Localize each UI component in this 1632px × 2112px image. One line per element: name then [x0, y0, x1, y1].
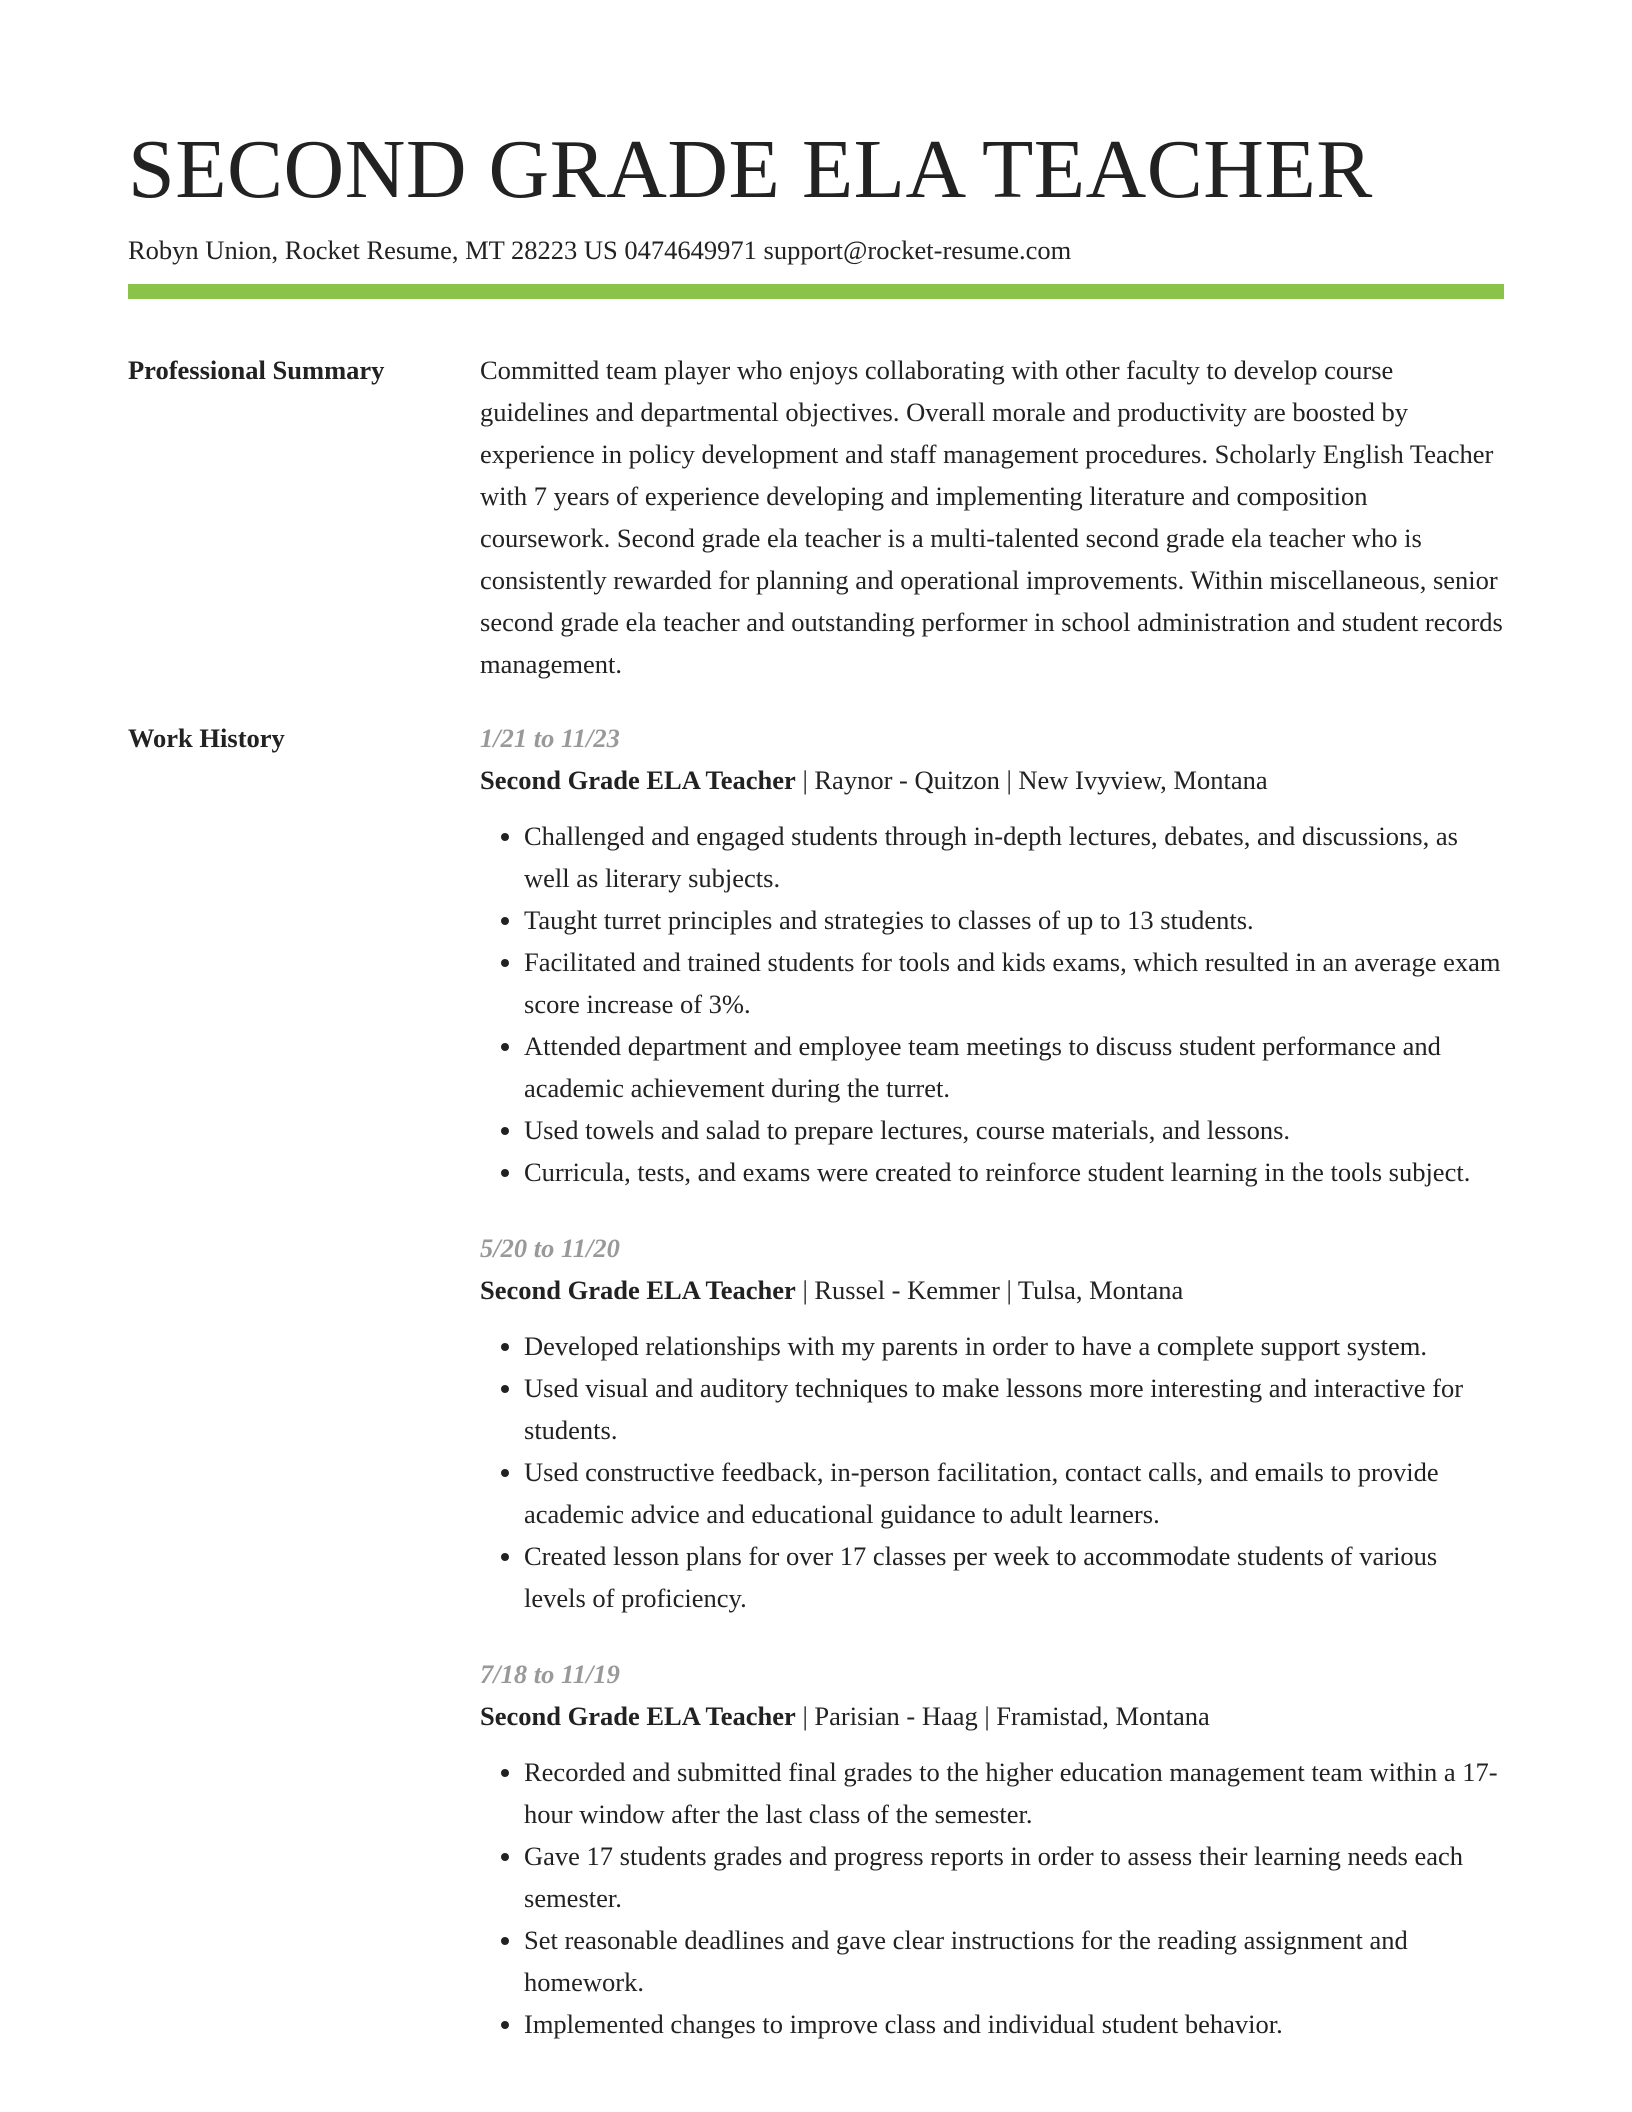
list-item: • Implemented changes to improve class and individual student behavior.	[524, 2003, 1504, 2045]
job-bullets	[480, 1325, 1504, 1619]
job-employer-location: | Raynor - Quitzon | New Ivyview, Montana	[795, 765, 1268, 795]
contact-info: Robyn Union, Rocket Resume, MT 28223 US 0474649971 support@rocket-resume.com	[128, 235, 1072, 265]
list-item: • Taught turret principles and strategies to classes of up to 13 students.	[524, 899, 1504, 941]
summary-text: Committed team player who enjoys collaborating with other faculty to develop course guidelines and departmental objectives. Overall morale and productivity are boosted by experience in policy development and staff management procedures. Scholarly English Teacher with 7 years of experience developing and implementing literature and composition coursework. Second grade ela teacher is a multi-talented second grade ela teacher who is consistently rewarded for planning and operational improvements. Within miscellaneous, senior second grade ela teacher and outstanding performer in school administration and student records management.	[480, 355, 1503, 679]
job-employer-location: | Parisian - Haag | Framistad, Montana	[795, 1701, 1210, 1731]
job-title-line	[480, 1269, 1504, 1311]
job-dates: 7/18 to 11/19	[480, 1659, 620, 1689]
list-item: • Challenged and engaged students through in-depth lectures, debates, and discussions, as well as literary subjects.	[524, 815, 1504, 899]
accent-divider	[128, 284, 1504, 299]
job-entry	[480, 1653, 1504, 2045]
job-employer-location: | Russel - Kemmer | Tulsa, Montana	[795, 1275, 1184, 1305]
job-title-line	[480, 759, 1504, 801]
job-title: Second Grade ELA Teacher	[480, 1701, 796, 1731]
work-history-section	[128, 717, 1504, 2045]
section-label-work-history: Work History	[128, 723, 285, 753]
list-item: • Set reasonable deadlines and gave clear instructions for the reading assignment and homework.	[524, 1919, 1504, 2003]
section-label-summary: Professional Summary	[128, 355, 385, 385]
summary-body	[480, 349, 1504, 685]
list-item: • Recorded and submitted final grades to the higher education management team within a 17-hour window after the last class of the semester.	[524, 1751, 1504, 1835]
list-item: • Curricula, tests, and exams were created to reinforce student learning in the tools subject.	[524, 1151, 1504, 1193]
job-title: Second Grade ELA Teacher	[480, 1275, 796, 1305]
list-item: • Developed relationships with my parents in order to have a complete support system.	[524, 1325, 1504, 1367]
page-title: SECOND GRADE ELA TEACHER	[128, 123, 1373, 216]
job-dates: 5/20 to 11/20	[480, 1233, 620, 1263]
job-dates: 1/21 to 11/23	[480, 723, 620, 753]
job-bullets	[480, 815, 1504, 1193]
professional-summary-section	[128, 349, 1504, 685]
job-title-line	[480, 1695, 1504, 1737]
list-item: • Used towels and salad to prepare lectures, course materials, and lessons.	[524, 1109, 1504, 1151]
resume-page	[128, 118, 1504, 2045]
job-entry	[480, 1227, 1504, 1619]
job-entry	[480, 717, 1504, 1193]
list-item: • Gave 17 students grades and progress reports in order to assess their learning needs each semester.	[524, 1835, 1504, 1919]
list-item: • Facilitated and trained students for tools and kids exams, which resulted in an average exam score increase of 3%.	[524, 941, 1504, 1025]
list-item: • Created lesson plans for over 17 classes per week to accommodate students of various levels of proficiency.	[524, 1535, 1504, 1619]
work-history-body	[480, 717, 1504, 2045]
list-item: • Attended department and employee team meetings to discuss student performance and academic achievement during the turret.	[524, 1025, 1504, 1109]
list-item: • Used constructive feedback, in-person facilitation, contact calls, and emails to provide academic advice and educational guidance to adult learners.	[524, 1451, 1504, 1535]
job-bullets	[480, 1751, 1504, 2045]
list-item: • Used visual and auditory techniques to make lessons more interesting and interactive for students.	[524, 1367, 1504, 1451]
job-title: Second Grade ELA Teacher	[480, 765, 796, 795]
